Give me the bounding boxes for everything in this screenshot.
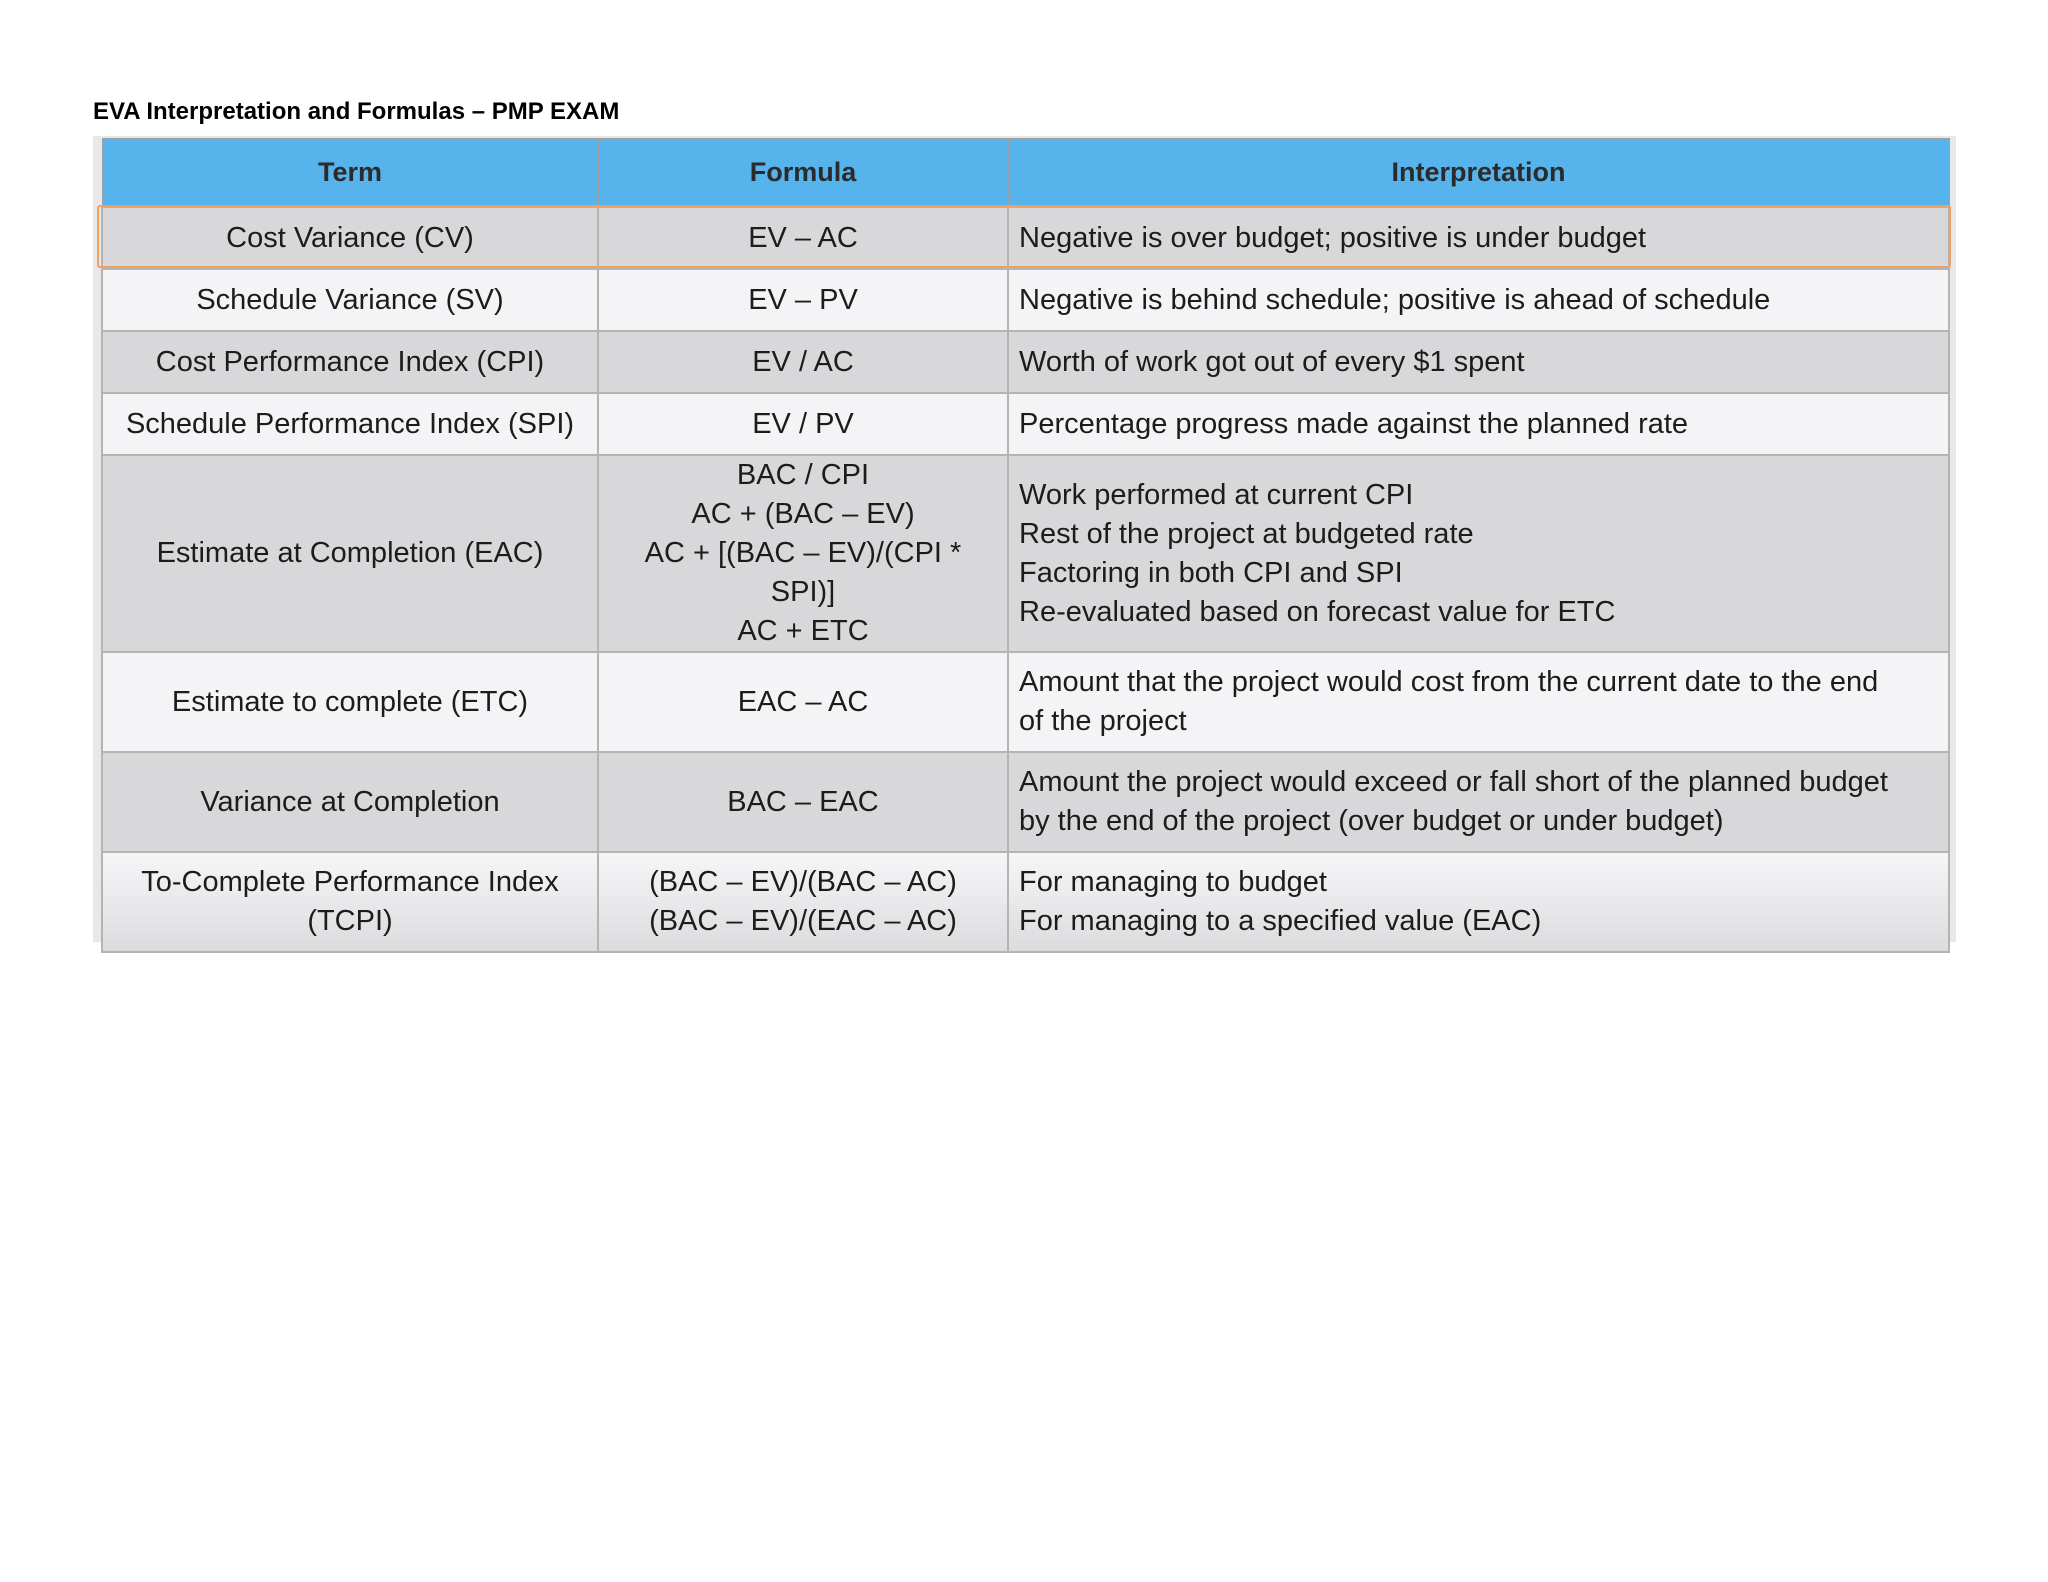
- term-cell: Schedule Variance (SV): [102, 269, 598, 331]
- table-row: [102, 207, 1949, 269]
- formula-cell: [598, 455, 1008, 652]
- formula-line: AC + (BAC – EV): [691, 498, 915, 530]
- interpretation-line: Amount that the project would cost from the current date to the end: [1019, 666, 1879, 698]
- interpretation-cell: Negative is over budget; positive is under budget: [1008, 207, 1949, 269]
- table-row: [102, 455, 1949, 652]
- header-term: Term: [102, 139, 598, 208]
- interpretation-cell: [1008, 455, 1949, 652]
- interpretation-line: For managing to a specified value (EAC): [1019, 905, 1542, 937]
- interpretation-line: Rest of the project at budgeted rate: [1019, 517, 1474, 550]
- term-line: To-Complete Performance Index: [141, 866, 559, 898]
- formula-cell: [598, 852, 1008, 952]
- term-cell: Schedule Performance Index (SPI): [102, 393, 598, 455]
- term-line: (TCPI): [307, 905, 393, 937]
- interpretation-cell: Worth of work got out of every $1 spent: [1008, 331, 1949, 393]
- header-interpretation: Interpretation: [1008, 139, 1949, 208]
- formula-line: (BAC – EV)/(BAC – AC): [649, 866, 957, 898]
- formula-cell: EAC – AC: [598, 652, 1008, 752]
- interpretation-cell: Negative is behind schedule; positive is ahead of schedule: [1008, 269, 1949, 331]
- term-cell: [102, 852, 598, 952]
- formula-cell: EV – PV: [598, 269, 1008, 331]
- formula-line: (BAC – EV)/(EAC – AC): [649, 905, 957, 937]
- interpretation-line: Factoring in both CPI and SPI: [1019, 556, 1403, 589]
- interpretation-line: Work performed at current CPI: [1019, 478, 1414, 511]
- table-row: [102, 393, 1949, 455]
- formula-cell: BAC – EAC: [598, 752, 1008, 852]
- interpretation-cell: [1008, 652, 1949, 752]
- interpretation-cell: [1008, 852, 1949, 952]
- term-cell: Estimate at Completion (EAC): [102, 455, 598, 652]
- formula-cell: EV – AC: [598, 207, 1008, 269]
- formula-cell: EV / PV: [598, 393, 1008, 455]
- table-row: [102, 269, 1949, 331]
- interpretation-cell: [1008, 752, 1949, 852]
- term-cell: Variance at Completion: [102, 752, 598, 852]
- interpretation-cell: Percentage progress made against the planned rate: [1008, 393, 1949, 455]
- formula-cell: EV / AC: [598, 331, 1008, 393]
- formula-line: AC + ETC: [737, 615, 869, 647]
- table-row: [102, 652, 1949, 752]
- header-formula: Formula: [598, 139, 1008, 208]
- page-title: EVA Interpretation and Formulas – PMP EXAM: [93, 98, 620, 125]
- term-cell: Estimate to complete (ETC): [102, 652, 598, 752]
- table-header-row: [102, 139, 1949, 208]
- term-cell: Cost Performance Index (CPI): [102, 331, 598, 393]
- interpretation-line: Re-evaluated based on forecast value for ETC: [1019, 595, 1616, 628]
- interpretation-line: Amount the project would exceed or fall short of the planned budget: [1019, 766, 1888, 798]
- formula-line: AC + [(BAC – EV)/(CPI * SPI)]: [644, 537, 962, 608]
- table-row: [102, 331, 1949, 393]
- formula-line: BAC / CPI: [736, 459, 870, 491]
- table-row: [102, 852, 1949, 952]
- term-cell: Cost Variance (CV): [102, 207, 598, 269]
- interpretation-line: of the project: [1019, 705, 1187, 737]
- eva-formula-table: [101, 138, 1950, 953]
- table-row: [102, 752, 1949, 852]
- interpretation-line: For managing to budget: [1019, 866, 1327, 898]
- interpretation-line: by the end of the project (over budget or under budget): [1019, 805, 1724, 837]
